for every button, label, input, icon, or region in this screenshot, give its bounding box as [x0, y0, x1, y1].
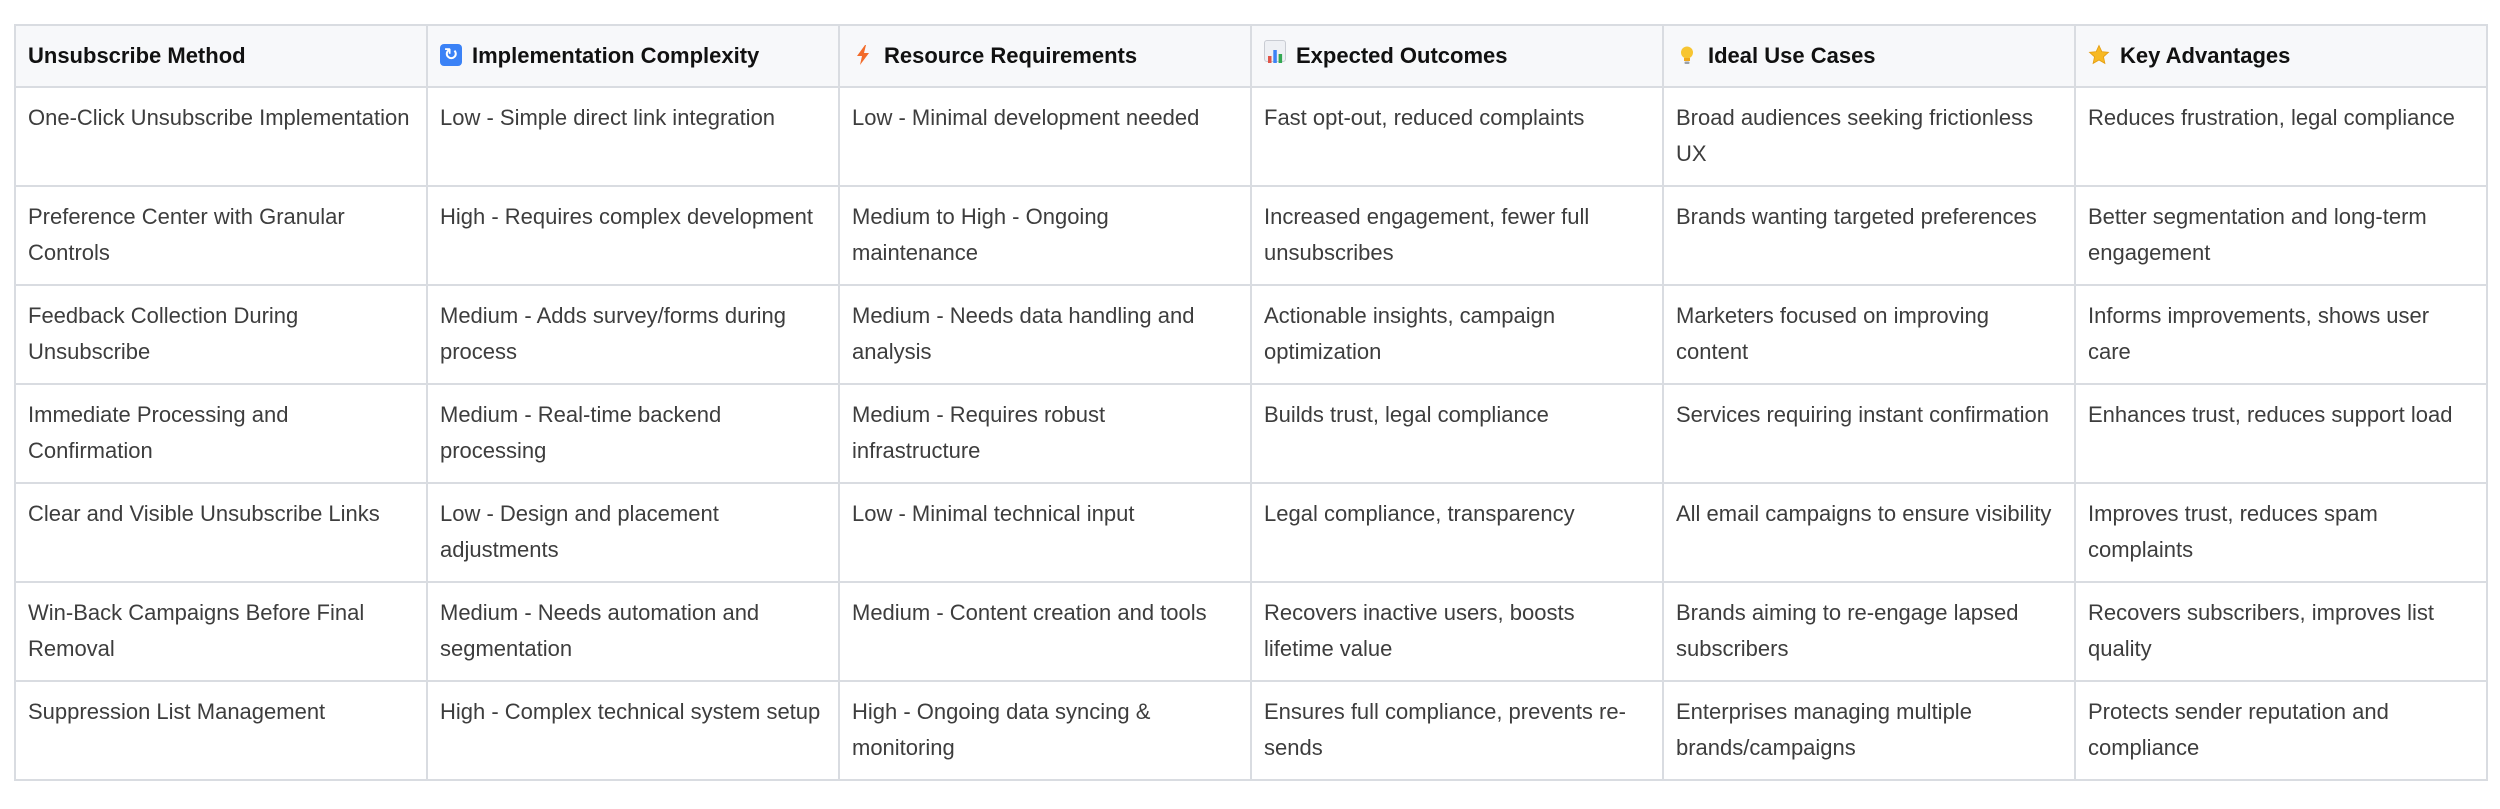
cell-complexity: Low - Simple direct link integration — [427, 87, 839, 186]
cell-use-cases: Brands wanting targeted preferences — [1663, 186, 2075, 285]
table-row — [15, 186, 2487, 285]
cell-resources: Medium - Content creation and tools — [839, 582, 1251, 681]
cell-outcomes: Actionable insights, campaign optimization — [1251, 285, 1663, 384]
header-label: Ideal Use Cases — [1708, 43, 1876, 68]
cell-advantages: Improves trust, reduces spam complaints — [2075, 483, 2487, 582]
bar-chart-icon — [1264, 40, 1286, 62]
cell-use-cases: All email campaigns to ensure visibility — [1663, 483, 2075, 582]
cell-resources: Medium to High - Ongoing maintenance — [839, 186, 1251, 285]
cell-outcomes: Fast opt-out, reduced complaints — [1251, 87, 1663, 186]
cell-resources: Low - Minimal technical input — [839, 483, 1251, 582]
cell-method: One-Click Unsubscribe Implementation — [15, 87, 427, 186]
cell-complexity: High - Complex technical system setup — [427, 681, 839, 780]
cell-use-cases: Brands aiming to re-engage lapsed subscribers — [1663, 582, 2075, 681]
cell-use-cases: Marketers focused on improving content — [1663, 285, 2075, 384]
repeat-icon — [440, 44, 462, 66]
cell-method: Preference Center with Granular Controls — [15, 186, 427, 285]
cell-resources: High - Ongoing data syncing & monitoring — [839, 681, 1251, 780]
cell-method: Suppression List Management — [15, 681, 427, 780]
comparison-table — [14, 24, 2488, 781]
cell-outcomes: Recovers inactive users, boosts lifetime value — [1251, 582, 1663, 681]
cell-complexity: Medium - Real-time backend processing — [427, 384, 839, 483]
cell-use-cases: Services requiring instant confirmation — [1663, 384, 2075, 483]
header-unsubscribe-method — [15, 25, 427, 87]
header-label: Key Advantages — [2120, 43, 2291, 68]
cell-resources: Medium - Requires robust infrastructure — [839, 384, 1251, 483]
cell-method: Immediate Processing and Confirmation — [15, 384, 427, 483]
header-key-advantages — [2075, 25, 2487, 87]
lightning-icon — [852, 44, 874, 66]
cell-outcomes: Increased engagement, fewer full unsubscribes — [1251, 186, 1663, 285]
header-label: Resource Requirements — [884, 43, 1138, 68]
header-ideal-use-cases — [1663, 25, 2075, 87]
cell-advantages: Enhances trust, reduces support load — [2075, 384, 2487, 483]
cell-complexity: Medium - Adds survey/forms during process — [427, 285, 839, 384]
cell-outcomes: Legal compliance, transparency — [1251, 483, 1663, 582]
header-implementation-complexity — [427, 25, 839, 87]
table-row — [15, 285, 2487, 384]
cell-advantages: Reduces frustration, legal compliance — [2075, 87, 2487, 186]
cell-advantages: Informs improvements, shows user care — [2075, 285, 2487, 384]
cell-resources: Low - Minimal development needed — [839, 87, 1251, 186]
table-row — [15, 483, 2487, 582]
cell-outcomes: Ensures full compliance, prevents re-sends — [1251, 681, 1663, 780]
cell-complexity: High - Requires complex development — [427, 186, 839, 285]
cell-outcomes: Builds trust, legal compliance — [1251, 384, 1663, 483]
lightbulb-icon — [1676, 44, 1698, 66]
header-label: Implementation Complexity — [472, 43, 760, 68]
header-label: Unsubscribe Method — [28, 43, 246, 68]
cell-advantages: Protects sender reputation and compliance — [2075, 681, 2487, 780]
cell-method: Win-Back Campaigns Before Final Removal — [15, 582, 427, 681]
table-row — [15, 681, 2487, 780]
cell-use-cases: Enterprises managing multiple brands/campaigns — [1663, 681, 2075, 780]
cell-use-cases: Broad audiences seeking frictionless UX — [1663, 87, 2075, 186]
header-expected-outcomes — [1251, 25, 1663, 87]
cell-advantages: Better segmentation and long-term engagement — [2075, 186, 2487, 285]
cell-method: Feedback Collection During Unsubscribe — [15, 285, 427, 384]
table-header-row — [15, 25, 2487, 87]
cell-resources: Medium - Needs data handling and analysis — [839, 285, 1251, 384]
table-row — [15, 582, 2487, 681]
table-row — [15, 87, 2487, 186]
header-resource-requirements — [839, 25, 1251, 87]
table-row — [15, 384, 2487, 483]
comparison-table-container — [14, 24, 2486, 781]
cell-advantages: Recovers subscribers, improves list quality — [2075, 582, 2487, 681]
star-icon — [2088, 44, 2110, 66]
cell-method: Clear and Visible Unsubscribe Links — [15, 483, 427, 582]
cell-complexity: Low - Design and placement adjustments — [427, 483, 839, 582]
header-label: Expected Outcomes — [1296, 43, 1508, 68]
cell-complexity: Medium - Needs automation and segmentation — [427, 582, 839, 681]
